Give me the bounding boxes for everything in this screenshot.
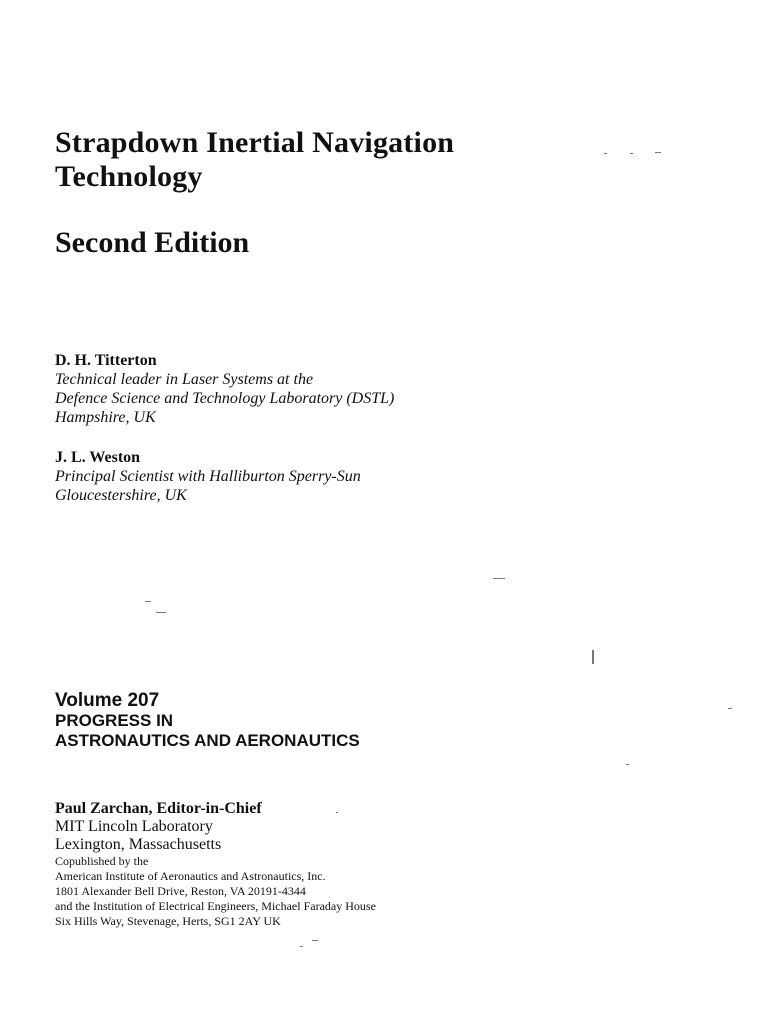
scan-speck — [630, 153, 633, 154]
author-affiliation-line: Gloucestershire, UK — [55, 487, 187, 504]
book-title-line-2: Technology — [55, 160, 203, 193]
scan-speck — [336, 812, 338, 813]
edition-label: Second Edition — [55, 226, 250, 259]
editor-publisher-block — [55, 799, 376, 929]
author-name: J. L. Weston — [55, 449, 141, 466]
editor-institution: MIT Lincoln Laboratory — [55, 818, 213, 835]
book-title-line-1: Strapdown Inertial Navigation — [55, 126, 455, 159]
author-affiliation-line: Defence Science and Technology Laboratory (DSTL) — [55, 390, 395, 407]
author-titterton — [55, 351, 394, 427]
scan-speck — [312, 940, 318, 941]
author-affiliation-line: Hampshire, UK — [55, 409, 156, 426]
publisher-line: 1801 Alexander Bell Drive, Reston, VA 20191-4344 — [55, 884, 306, 898]
author-weston — [55, 448, 361, 505]
scan-speck — [145, 601, 151, 602]
scan-speck — [626, 764, 629, 765]
publisher-line: Six Hills Way, Stevenage, Herts, SG1 2AY UK — [55, 914, 281, 928]
series-block — [55, 690, 360, 751]
series-title-line-1: PROGRESS IN — [55, 711, 174, 730]
scan-speck — [300, 946, 303, 947]
author-affiliation-line: Technical leader in Laser Systems at the — [55, 371, 314, 388]
series-title-line-2: ASTRONAUTICS AND AERONAUTICS — [55, 731, 360, 750]
publisher-line: American Institute of Aeronautics and Astronautics, Inc. — [55, 869, 326, 883]
author-name: D. H. Titterton — [55, 352, 157, 369]
scan-speck — [655, 152, 661, 153]
scan-speck — [728, 708, 732, 709]
editor-name: Paul Zarchan, Editor-in-Chief — [55, 800, 262, 817]
publisher-line: and the Institution of Electrical Engineers, Michael Faraday House — [55, 899, 376, 913]
scan-speck — [493, 578, 505, 579]
scan-speck — [592, 650, 594, 664]
publisher-line: Copublished by the — [55, 854, 149, 868]
author-affiliation-line: Principal Scientist with Halliburton Sperry-Sun — [55, 468, 361, 485]
volume-number: Volume 207 — [55, 690, 160, 711]
scan-speck — [604, 153, 607, 154]
editor-location: Lexington, Massachusetts — [55, 836, 222, 853]
scan-speck — [156, 612, 166, 613]
